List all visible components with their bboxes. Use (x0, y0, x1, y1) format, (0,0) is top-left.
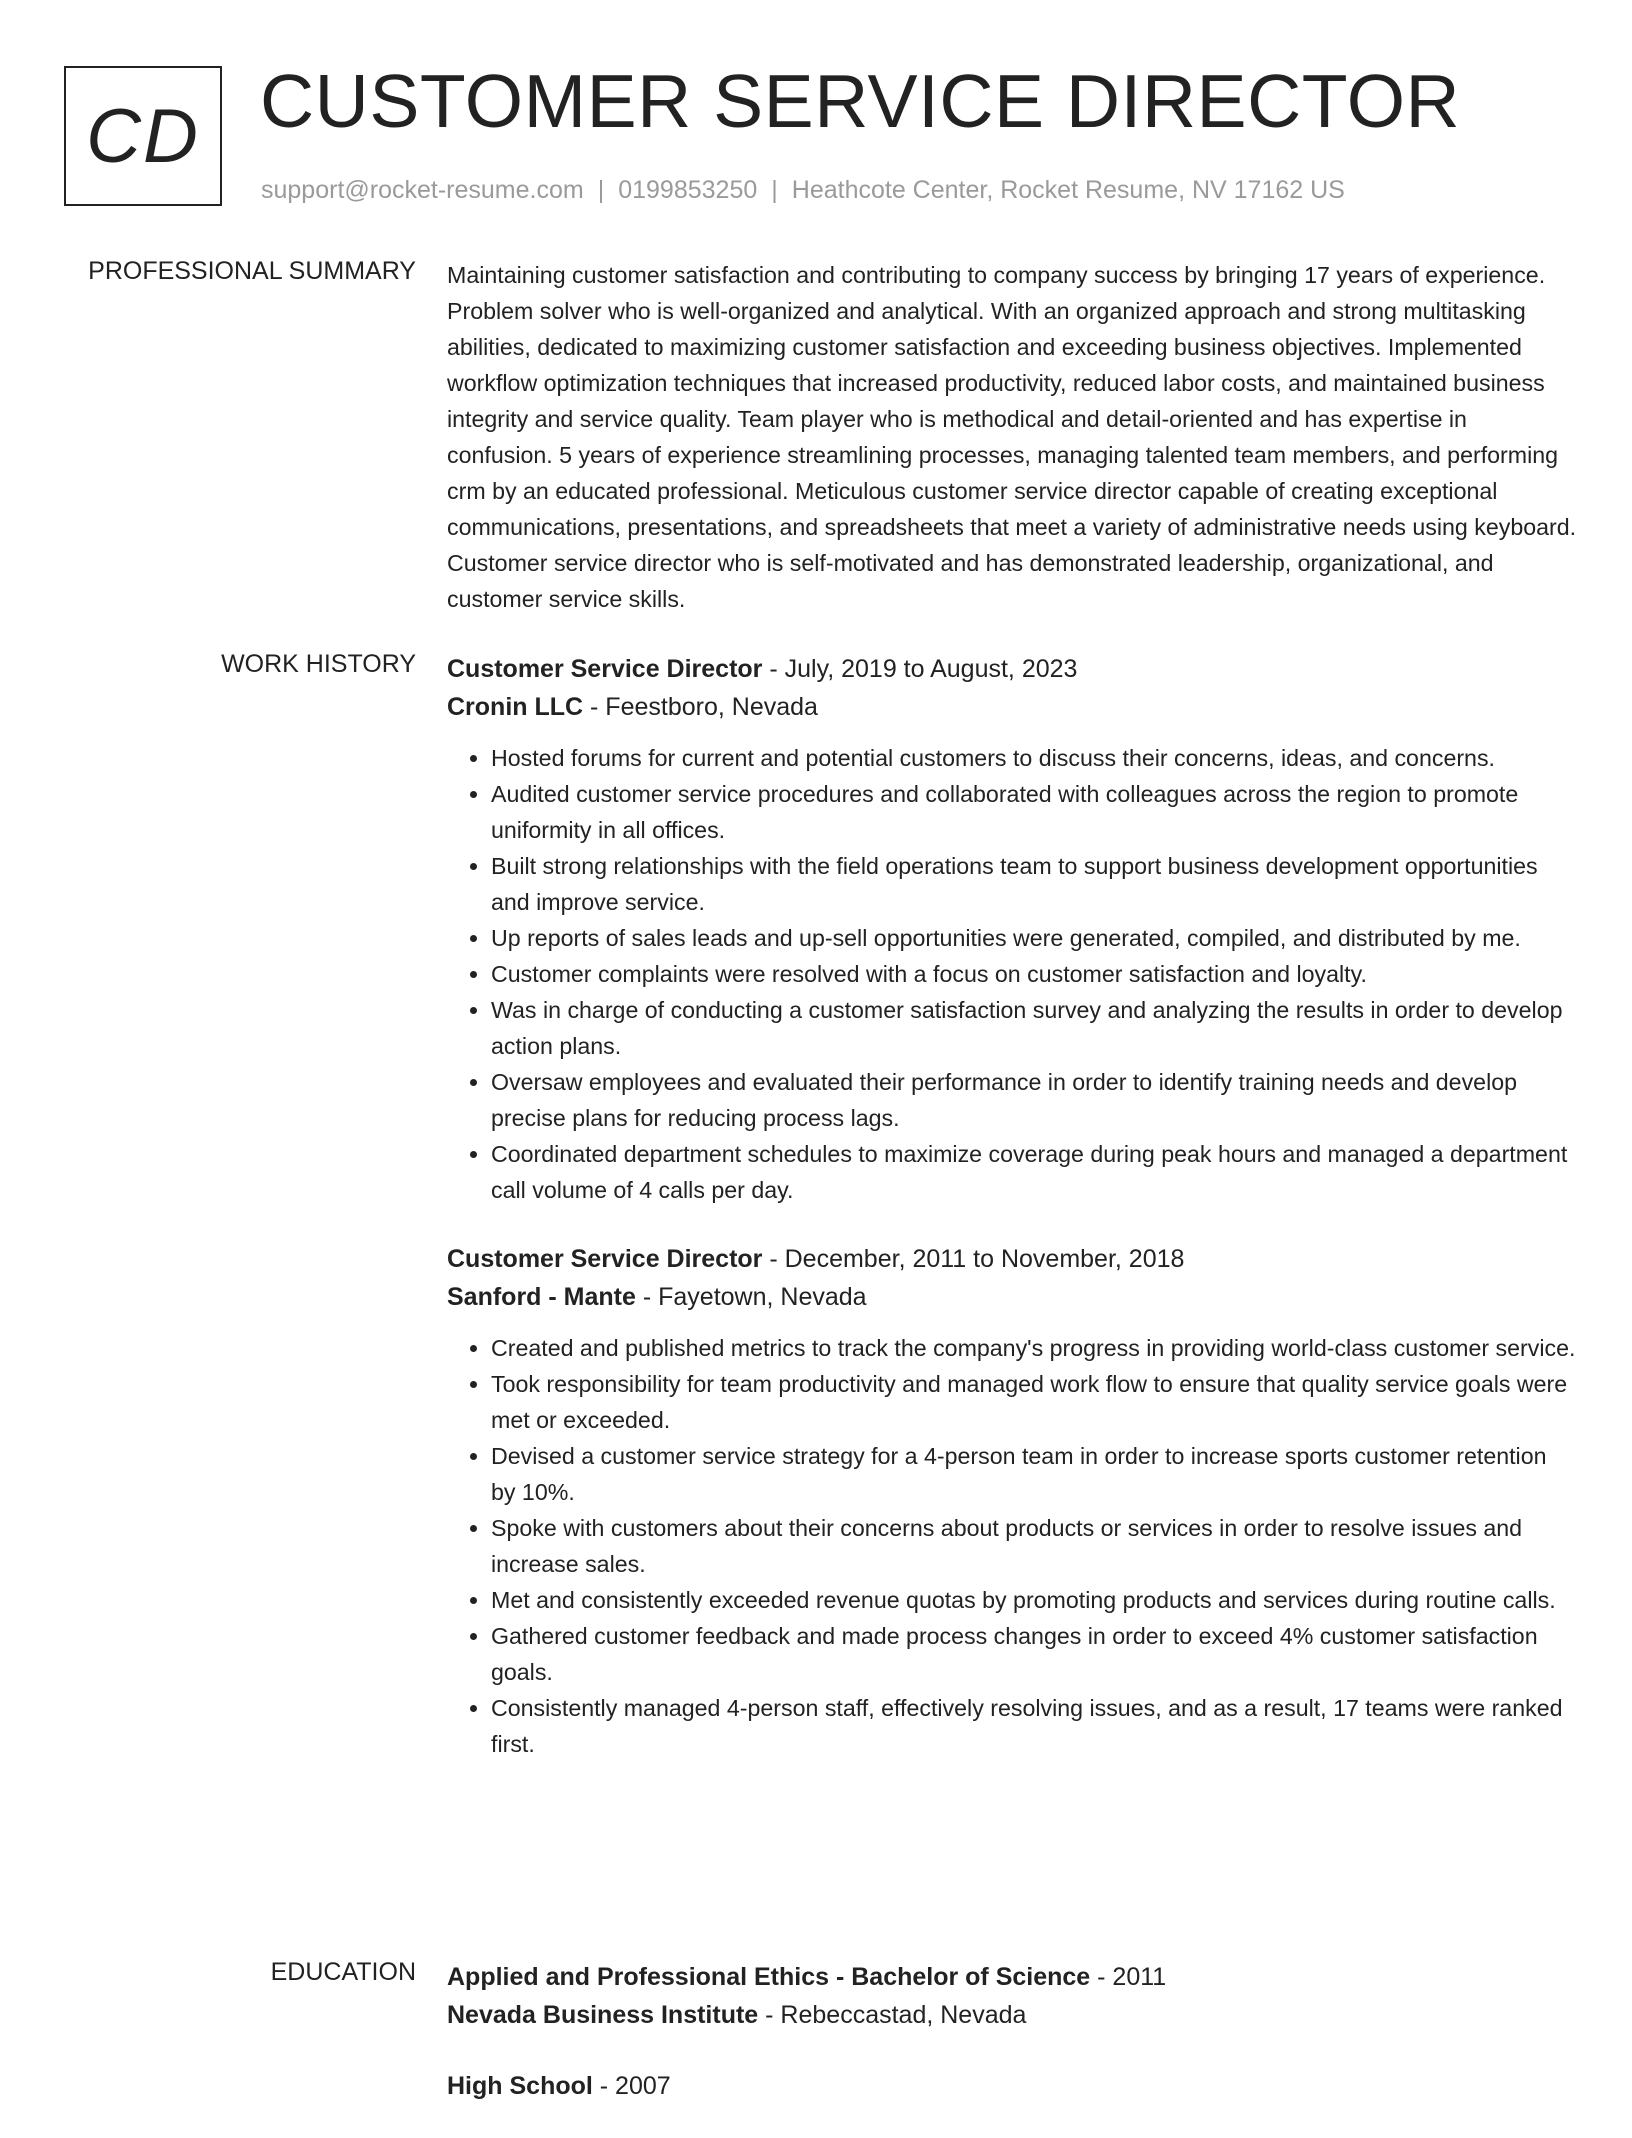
job-duty-item: • Met and consistently exceeded revenue quotas by promoting products and services during routine calls. (491, 1582, 1577, 1618)
summary-heading: PROFESSIONAL SUMMARY (88, 257, 416, 285)
job-duty-item: • Coordinated department schedules to maximize coverage during peak hours and managed a department call volume of 4 calls per day. (491, 1136, 1577, 1208)
education-body (447, 1958, 1577, 2138)
contact-email: support@rocket-resume.com (261, 176, 584, 204)
education-degree: Applied and Professional Ethics - Bachelor of Science (447, 1963, 1091, 1991)
job-title: Customer Service Director (447, 655, 763, 683)
job-duty-item: • Spoke with customers about their concerns about products or services in order to resolve issues and increase sales. (491, 1510, 1577, 1582)
job-duty-item: • Customer complaints were resolved with a focus on customer satisfaction and loyalty. (491, 956, 1577, 992)
job-duty-item: • Audited customer service procedures and collaborated with colleagues across the region to promote uniformity in all offices. (491, 776, 1577, 848)
job-company-line (447, 1278, 1577, 1316)
education-entry (447, 2067, 1577, 2105)
job-duties-list (447, 1330, 1577, 1762)
job-location: - Feestboro, Nevada (583, 693, 818, 721)
job-dates: - December, 2011 to November, 2018 (762, 1245, 1185, 1273)
education-entry (447, 1958, 1577, 2034)
job-duty-item: • Up reports of sales leads and up-sell opportunities were generated, compiled, and distributed by me. (491, 920, 1577, 956)
job-duty-item: • Created and published metrics to track the company's progress in providing world-class customer service. (491, 1330, 1577, 1366)
job-duty-item: • Consistently managed 4-person staff, effectively resolving issues, and as a result, 17 teams were ranked first. (491, 1690, 1577, 1762)
education-school-line (447, 1996, 1577, 2034)
job-company-line (447, 688, 1577, 726)
contact-address: Heathcote Center, Rocket Resume, NV 17162 US (791, 176, 1345, 204)
education-year: - 2007 (592, 2072, 671, 2100)
job-company: Sanford - Mante (447, 1283, 636, 1311)
job-duty-item: • Built strong relationships with the field operations team to support business development opportunities and improve service. (491, 848, 1577, 920)
contact-separator: | (597, 176, 605, 204)
resume-title: CUSTOMER SERVICE DIRECTOR (260, 59, 1461, 143)
education-year: - 2011 (1090, 1963, 1167, 1991)
contact-separator: | (771, 176, 778, 204)
job-location: - Fayetown, Nevada (635, 1283, 867, 1311)
contact-phone: 0199853250 (618, 176, 758, 204)
work-history-body (447, 650, 1577, 1794)
summary-body (447, 257, 1577, 617)
job-duties-list (447, 740, 1577, 1208)
education-location: - Rebeccastad, Nevada (758, 2001, 1027, 2029)
job-dates: - July, 2019 to August, 2023 (762, 655, 1078, 683)
job-duty-item: • Gathered customer feedback and made process changes in order to exceed 4% customer satisfaction goals. (491, 1618, 1577, 1690)
job-company: Cronin LLC (447, 693, 584, 721)
job-title-line (447, 650, 1577, 688)
education-degree: High School (447, 2072, 593, 2100)
education-degree-line (447, 2067, 1577, 2105)
job-title: Customer Service Director (447, 1245, 763, 1273)
job-duty-item: • Was in charge of conducting a customer satisfaction survey and analyzing the results in order to develop action plans. (491, 992, 1577, 1064)
summary-text: Maintaining customer satisfaction and contributing to company success by bringing 17 years of experience. Problem solver who is well-organized and analytical. With an organized approach and strong multitasking abilities, dedicated to maximizing customer satisfaction and exceeding business objectives. Implemented workflow optimization techniques that increased productivity, reduced labor costs, and maintained business integrity and service quality. Team player who is methodical and detail-oriented and has expertise in confusion. 5 years of experience streamlining processes, managing talented team members, and performing crm by an educated professional. Meticulous customer service director capable of creating exceptional communications, presentations, and spreadsheets that meet a variety of administrative needs using keyboard. Customer service director who is self-motivated and has demonstrated leadership, organizational, and customer service skills. (447, 262, 1577, 612)
contact-line (261, 176, 1345, 205)
job-entry (447, 1240, 1577, 1762)
education-heading: EDUCATION (270, 1958, 416, 1986)
education-school: Nevada Business Institute (447, 2001, 759, 2029)
work-history-heading: WORK HISTORY (221, 650, 416, 678)
job-duty-item: • Oversaw employees and evaluated their performance in order to identify training needs and develop precise plans for reducing process lags. (491, 1064, 1577, 1136)
job-entry (447, 650, 1577, 1208)
job-duty-item: • Devised a customer service strategy for a 4-person team in order to increase sports customer retention by 10%. (491, 1438, 1577, 1510)
monogram-initials: CD (86, 93, 200, 179)
education-degree-line (447, 1958, 1577, 1996)
job-duty-item: • Hosted forums for current and potential customers to discuss their concerns, ideas, and concerns. (491, 740, 1577, 776)
job-title-line (447, 1240, 1577, 1278)
monogram-box (64, 66, 222, 206)
job-duty-item: • Took responsibility for team productivity and managed work flow to ensure that quality service goals were met or exceeded. (491, 1366, 1577, 1438)
